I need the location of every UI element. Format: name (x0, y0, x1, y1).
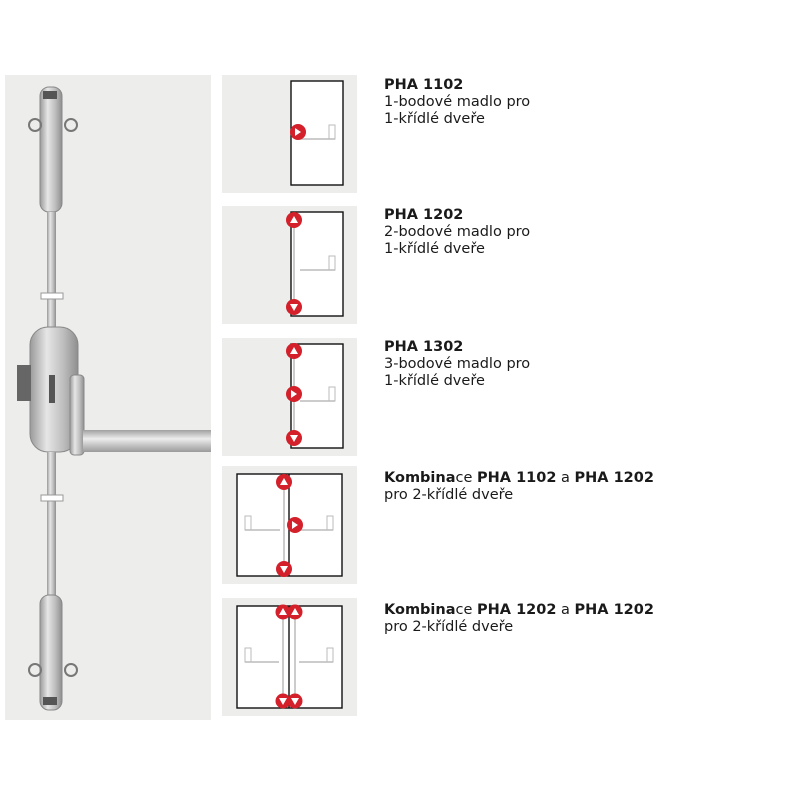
description-pha-1302 (384, 339, 784, 390)
combo-title (384, 602, 784, 619)
lock-point-icon (287, 517, 303, 533)
diagram-pha-1202 (222, 206, 357, 324)
product-b: PHA 1202 (574, 470, 654, 486)
product-title: PHA 1102 (384, 77, 464, 93)
description-line: 1-křídlé dveře (384, 373, 485, 389)
lock-point-icon (286, 343, 302, 359)
product-b: PHA 1202 (574, 602, 654, 618)
description-pha-1202 (384, 207, 784, 258)
lock-point-icon (288, 605, 303, 620)
description-line: pro 2-křídlé dveře (384, 487, 514, 503)
combo-word-suffix: ce (455, 470, 473, 486)
lock-point-icon (276, 474, 292, 490)
description-line: 3-bodové madlo pro (384, 356, 531, 372)
lock-point-icon (286, 430, 302, 446)
product-title: PHA 1302 (384, 339, 464, 355)
description-combo-1202-1202 (384, 602, 784, 636)
description-pha-1102 (384, 77, 784, 128)
description-combo-1102-1202 (384, 470, 784, 504)
combo-word-bold: Kombina (384, 470, 456, 486)
description-line: 1-křídlé dveře (384, 111, 485, 127)
combo-word-suffix: ce (455, 602, 473, 618)
product-a: PHA 1202 (477, 602, 557, 618)
diagram-combo-1102-1202 (222, 466, 357, 584)
lock-point-icon (288, 694, 303, 709)
combo-word-bold: Kombina (384, 602, 456, 618)
description-line: 1-bodové madlo pro (384, 94, 531, 110)
diagram-pha-1302 (222, 338, 357, 456)
conjunction: a (561, 602, 570, 618)
lock-point-icon (286, 386, 302, 402)
diagram-combo-1202-1202 (222, 598, 357, 716)
panic-bar-photo (5, 75, 211, 720)
panic-bar-illustration (5, 75, 211, 720)
lock-point-icon (286, 212, 302, 228)
description-line: pro 2-křídlé dveře (384, 619, 514, 635)
diagram-pha-1102 (222, 75, 357, 193)
conjunction: a (561, 470, 570, 486)
product-a: PHA 1102 (477, 470, 557, 486)
description-line: 2-bodové madlo pro (384, 224, 531, 240)
description-line: 1-křídlé dveře (384, 241, 485, 257)
product-title: PHA 1202 (384, 207, 464, 223)
lock-point-icon (290, 124, 306, 140)
lock-point-icon (276, 561, 292, 577)
lock-point-icon (286, 299, 302, 315)
combo-title (384, 470, 784, 487)
